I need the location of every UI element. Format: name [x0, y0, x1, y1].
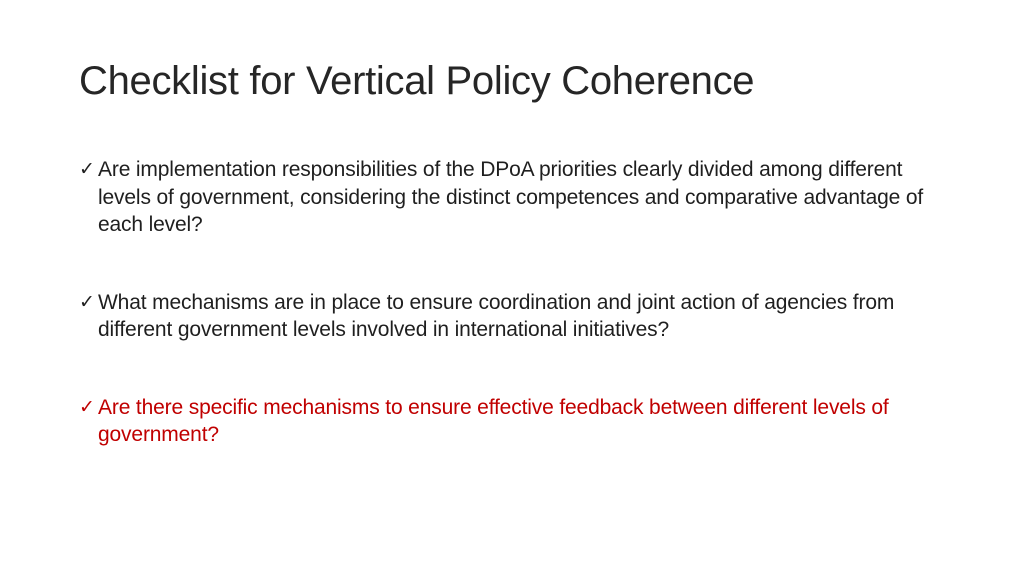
- checklist-item-highlighted: [79, 394, 949, 449]
- slide-title: Checklist for Vertical Policy Coherence: [79, 59, 755, 103]
- checklist-item-text: Are implementation responsibilities of the DPoA priorities clearly divided among different levels of government, considering the distinct competences and comparative advantage of each level?: [98, 158, 924, 236]
- checklist: [79, 156, 949, 449]
- checkmark-icon: ✓: [79, 291, 95, 313]
- checklist-item-text: Are there specific mechanisms to ensure effective feedback between different levels of government?: [98, 395, 889, 446]
- checkmark-icon: ✓: [79, 159, 95, 180]
- checklist-item: [79, 156, 949, 239]
- checklist-item-text: What mechanisms are in place to ensure coordination and joint action of agencies from different government levels involved in international initiatives?: [98, 290, 895, 341]
- checkmark-icon: ✓: [79, 396, 95, 418]
- checklist-item: [79, 289, 949, 344]
